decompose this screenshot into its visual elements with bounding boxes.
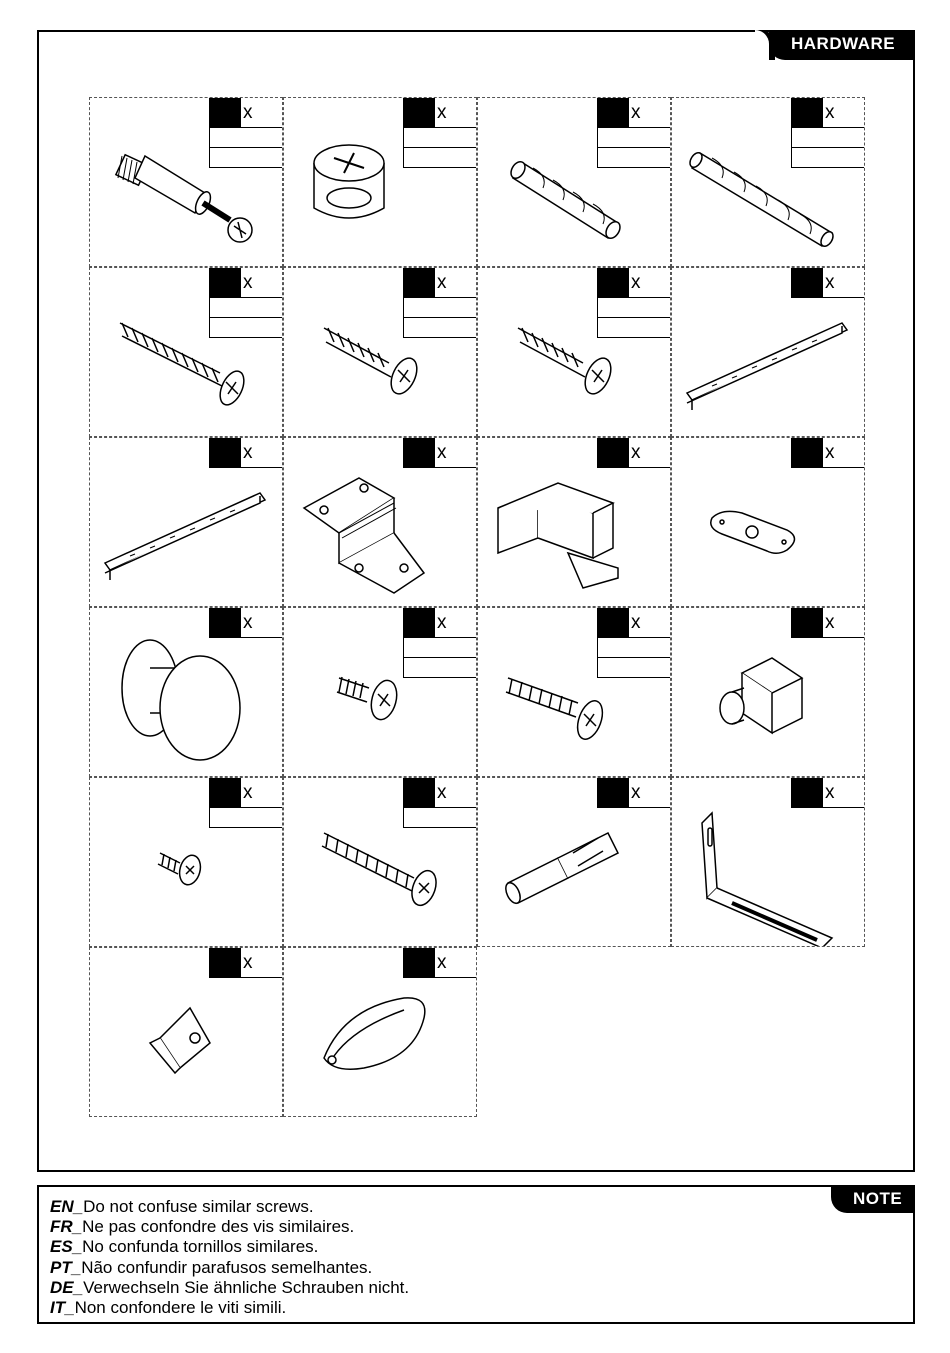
hardware-part-cell [283, 97, 477, 267]
quantity-swatch [404, 948, 435, 977]
quantity-mark: x [437, 102, 447, 123]
quantity-box [597, 268, 670, 338]
quantity-box [403, 948, 476, 978]
quantity-box [791, 268, 864, 298]
quantity-mark: x [631, 612, 641, 633]
hardware-part-cell [89, 607, 283, 777]
hardware-part-cell [671, 267, 865, 437]
quantity-box [403, 98, 476, 168]
quantity-swatch [210, 948, 241, 977]
quantity-write-line [403, 658, 476, 678]
hardware-part-cell [671, 97, 865, 267]
quantity-mark: x [825, 612, 835, 633]
quantity-mark: x [243, 272, 253, 293]
quantity-mark: x [631, 102, 641, 123]
quantity-swatch [210, 438, 241, 467]
note-line-en: EN_Do not confuse similar screws. [50, 1197, 314, 1216]
note-line-es: ES_No confunda tornillos similares. [50, 1237, 319, 1257]
note-line-pt: PT_Não confundir parafusos semelhantes. [50, 1257, 373, 1277]
quantity-mark: x [825, 782, 835, 803]
hardware-part-cell [89, 267, 283, 437]
quantity-box [403, 778, 476, 828]
quantity-swatch [598, 438, 629, 467]
quantity-box [209, 778, 282, 828]
quantity-swatch [792, 608, 823, 637]
quantity-mark: x [437, 272, 447, 293]
quantity-box [791, 98, 864, 168]
hardware-part-cell [671, 607, 865, 777]
quantity-write-line [209, 318, 282, 338]
quantity-mark: x [825, 102, 835, 123]
hardware-part-cell [283, 267, 477, 437]
quantity-write-line [791, 128, 864, 148]
quantity-mark: x [825, 442, 835, 463]
quantity-mark: x [437, 612, 447, 633]
quantity-write-line [403, 298, 476, 318]
quantity-swatch [598, 778, 629, 807]
quantity-box [403, 268, 476, 338]
quantity-box [209, 438, 282, 468]
quantity-box [597, 608, 670, 678]
hardware-part-cell [283, 437, 477, 607]
note-lines [50, 1197, 409, 1318]
quantity-write-line [209, 808, 282, 828]
hardware-title: HARDWARE [769, 30, 915, 60]
quantity-mark: x [437, 952, 447, 973]
quantity-swatch [598, 98, 629, 127]
quantity-write-line [209, 128, 282, 148]
quantity-box [791, 608, 864, 638]
hardware-part-cell [477, 267, 671, 437]
quantity-write-line [403, 638, 476, 658]
quantity-box [403, 438, 476, 468]
note-title: NOTE [831, 1185, 915, 1213]
quantity-swatch [210, 778, 241, 807]
quantity-box [403, 608, 476, 678]
quantity-mark: x [243, 952, 253, 973]
hardware-part-cell [283, 947, 477, 1117]
quantity-box [791, 778, 864, 808]
quantity-mark: x [825, 272, 835, 293]
quantity-swatch [792, 268, 823, 297]
quantity-write-line [791, 148, 864, 168]
hardware-part-cell [89, 97, 283, 267]
quantity-mark: x [243, 782, 253, 803]
quantity-write-line [403, 148, 476, 168]
quantity-box [209, 948, 282, 978]
hardware-part-cell [283, 777, 477, 947]
hardware-part-cell [89, 777, 283, 947]
quantity-swatch [792, 438, 823, 467]
quantity-swatch [404, 268, 435, 297]
quantity-swatch [210, 268, 241, 297]
quantity-swatch [404, 438, 435, 467]
hardware-part-cell [89, 437, 283, 607]
quantity-write-line [209, 298, 282, 318]
quantity-box [791, 438, 864, 468]
quantity-swatch [792, 778, 823, 807]
quantity-box [209, 98, 282, 168]
quantity-mark: x [631, 782, 641, 803]
quantity-mark: x [437, 442, 447, 463]
quantity-swatch [404, 778, 435, 807]
quantity-write-line [597, 638, 670, 658]
hardware-part-cell [477, 607, 671, 777]
quantity-write-line [597, 658, 670, 678]
quantity-write-line [403, 318, 476, 338]
quantity-swatch [404, 98, 435, 127]
quantity-write-line [403, 128, 476, 148]
quantity-write-line [403, 808, 476, 828]
hardware-part-cell [283, 607, 477, 777]
quantity-swatch [598, 268, 629, 297]
quantity-write-line [597, 298, 670, 318]
quantity-mark: x [631, 272, 641, 293]
quantity-box [597, 778, 670, 808]
quantity-mark: x [243, 102, 253, 123]
quantity-swatch [404, 608, 435, 637]
quantity-mark: x [437, 782, 447, 803]
quantity-swatch [210, 98, 241, 127]
quantity-write-line [597, 128, 670, 148]
quantity-swatch [210, 608, 241, 637]
quantity-write-line [597, 148, 670, 168]
note-line-fr: FR_Ne pas confondre des vis similaires. [50, 1217, 355, 1237]
note-panel [37, 1185, 915, 1324]
quantity-swatch [598, 608, 629, 637]
hardware-part-cell [671, 777, 865, 947]
hardware-part-cell [477, 97, 671, 267]
quantity-box [597, 98, 670, 168]
quantity-mark: x [631, 442, 641, 463]
hardware-part-cell [671, 437, 865, 607]
note-line-it: IT_Non confondere le viti simili. [50, 1298, 287, 1318]
quantity-box [597, 438, 670, 468]
quantity-write-line [209, 148, 282, 168]
quantity-box [209, 268, 282, 338]
hardware-part-cell [89, 947, 283, 1117]
quantity-swatch [792, 98, 823, 127]
quantity-mark: x [243, 442, 253, 463]
note-line-de: DE_Verwechseln Sie ähnliche Schrauben nicht. [50, 1277, 410, 1297]
hardware-part-cell [477, 437, 671, 607]
quantity-write-line [597, 318, 670, 338]
quantity-mark: x [243, 612, 253, 633]
hardware-part-cell [477, 777, 671, 947]
hardware-panel [37, 30, 915, 1172]
quantity-box [209, 608, 282, 638]
